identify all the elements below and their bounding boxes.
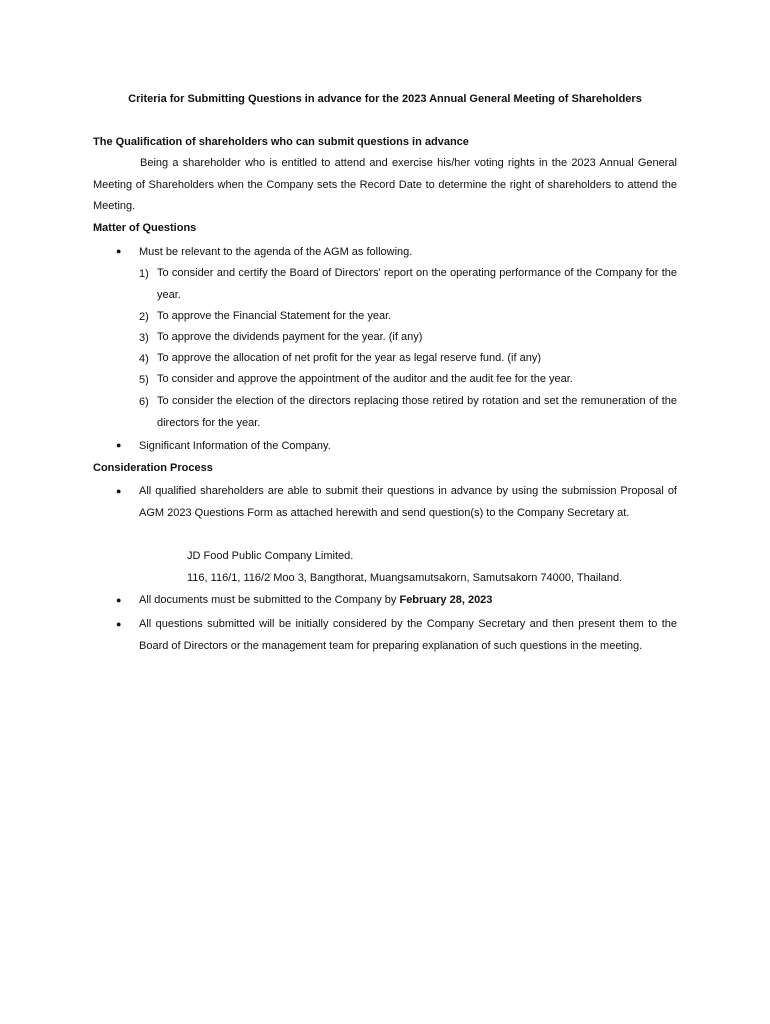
- document-title: Criteria for Submitting Questions in advance for the 2023 Annual General Meeting of Shareholders: [128, 93, 642, 105]
- item-text-2: To approve the Financial Statement for the year.: [157, 310, 392, 322]
- company-name: JD Food Public Company Limited.: [187, 550, 354, 562]
- company-address: 116, 116/1, 116/2 Moo 3, Bangthorat, Muangsamutsakorn, Samutsakorn 74000, Thailand.: [187, 572, 623, 584]
- item-text-3: To approve the dividends payment for the year. (if any): [157, 331, 423, 343]
- bullet-icon: ●: [116, 619, 122, 629]
- bullet-icon: ●: [116, 595, 122, 605]
- process-bullet-1: All qualified shareholders are able to submit their questions in advance by using the submission Proposal of AGM 2023 Questions Form as attached herewith and send question(s) to the Company Secretary at.: [139, 485, 677, 519]
- item-number-1: 1): [139, 268, 149, 280]
- qualification-text: [93, 153, 677, 218]
- qualification-body: Being a shareholder who is entitled to attend and exercise his/her voting rights in the 2023 Annual General Meeting of Shareholders when the Company sets the Record Date to determine the right of shareholders to attend the Meeting.: [93, 157, 677, 212]
- item-text-4: To approve the allocation of net profit for the year as legal reserve fund. (if any): [157, 352, 541, 364]
- matter-bullet-1: Must be relevant to the agenda of the AGM as following.: [139, 246, 413, 258]
- item-text-5: To consider and approve the appointment of the auditor and the audit fee for the year.: [157, 373, 573, 385]
- item-number-2: 2): [139, 311, 149, 323]
- item-text-6: To consider the election of the directors replacing those retired by rotation and set the remuneration of the directors for the year.: [157, 395, 677, 429]
- item-number-4: 4): [139, 353, 149, 365]
- bullet-icon: ●: [116, 246, 122, 256]
- matter-heading: Matter of Questions: [93, 222, 197, 234]
- bullet-icon: ●: [116, 486, 122, 496]
- matter-bullet-2: Significant Information of the Company.: [139, 440, 331, 452]
- qualification-heading: The Qualification of shareholders who can submit questions in advance: [93, 136, 469, 148]
- process-bullet-2: [139, 590, 677, 612]
- deadline-prefix: All documents must be submitted to the Company by: [139, 594, 400, 606]
- bullet-icon: ●: [116, 440, 122, 450]
- item-number-3: 3): [139, 332, 149, 344]
- process-bullet-3: All questions submitted will be initially considered by the Company Secretary and then present them to the Board of Directors or the management team for preparing explanation of such questions in the meeting.: [139, 618, 677, 652]
- deadline-date: February 28, 2023: [399, 594, 493, 606]
- process-heading: Consideration Process: [93, 462, 213, 474]
- item-number-6: 6): [139, 396, 149, 408]
- item-number-5: 5): [139, 374, 149, 386]
- item-text-1: To consider and certify the Board of Directors' report on the operating performance of the Company for the year.: [157, 267, 677, 301]
